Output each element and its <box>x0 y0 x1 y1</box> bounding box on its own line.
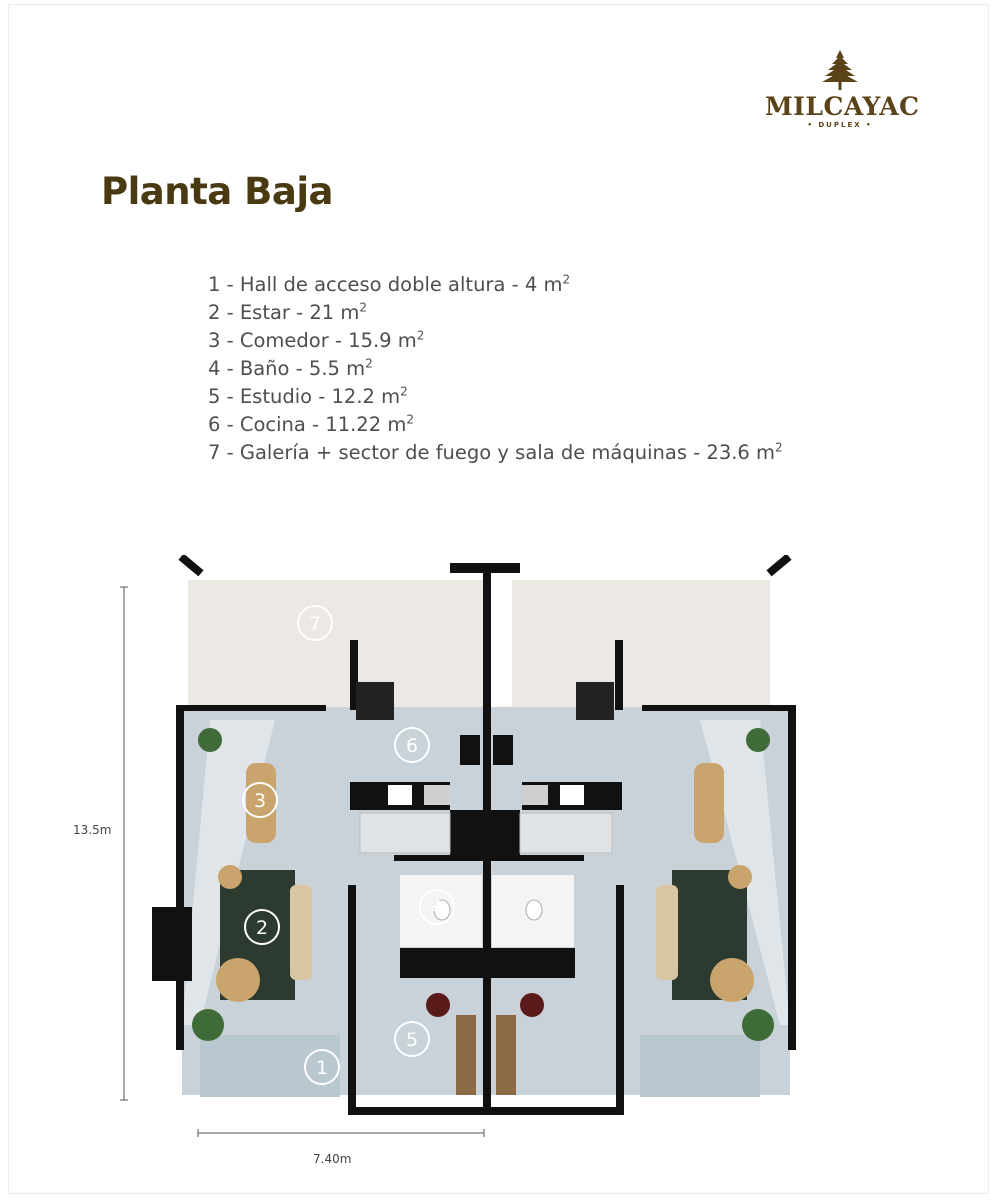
room-name: Comedor <box>239 329 329 352</box>
room-legend-item: 2 - Estar - 21 $m^2$ <box>208 300 368 324</box>
brand-subtitle: • DUPLEX • <box>807 121 873 129</box>
room-name: Baño <box>239 357 290 380</box>
room-number: 7 <box>208 441 221 464</box>
room-area: 5.5 m <box>308 357 366 380</box>
room-marker-number: 4 <box>430 897 444 919</box>
area-unit-exponent: 2 <box>562 272 571 287</box>
room-name: Estudio <box>239 385 313 408</box>
terrace-right <box>512 580 770 720</box>
room-name: Hall de acceso doble altura <box>239 273 506 296</box>
room-area: 4 m <box>524 273 563 296</box>
room-marker-number: 1 <box>315 1057 329 1079</box>
area-unit-exponent: 2 <box>406 412 414 427</box>
area-unit-exponent: 2 <box>416 328 425 343</box>
room-legend-item: 4 - Baño - 5.5 $m^2$ <box>208 356 373 380</box>
room-area: 11.22 m <box>325 413 407 436</box>
room-area: 21 m <box>309 301 360 324</box>
room-legend-item: 7 - Galería + sector de fuego y sala de máquinas - 23.6 $m^2$ <box>208 440 783 464</box>
floor-plan <box>60 555 940 1175</box>
room-area: 15.9 m <box>348 329 417 352</box>
room-marker-number: 5 <box>405 1029 419 1051</box>
room-area: 12.2 m <box>331 385 401 408</box>
room-name: Cocina <box>239 413 306 436</box>
room-legend <box>208 271 783 467</box>
dimension-width-label: 7.40m <box>313 1152 352 1166</box>
area-unit-exponent: 2 <box>365 356 373 371</box>
room-number: 4 <box>208 357 221 380</box>
room-area: 23.6 m <box>706 441 776 464</box>
room-legend-item: 6 - Cocina - 11.22 $m^2$ <box>208 412 414 436</box>
palm-tree-icon <box>817 48 863 92</box>
room-marker-number: 3 <box>253 790 267 812</box>
area-unit-exponent: 2 <box>775 440 783 455</box>
room-number: 2 <box>208 301 221 324</box>
page-title: Planta Baja <box>101 170 333 213</box>
room-marker-number: 6 <box>405 735 419 757</box>
room-legend-item: 5 - Estudio - 12.2 $m^2$ <box>208 384 408 408</box>
room-legend-item: 3 - Comedor - 15.9 $m^2$ <box>208 328 425 352</box>
room-number: 1 <box>208 273 221 296</box>
brand-name: MILCAYAC <box>765 92 920 121</box>
room-number: 3 <box>208 329 221 352</box>
room-marker-number: 7 <box>308 613 322 635</box>
room-legend-item: 1 - Hall de acceso doble altura - 4 $m^2$ <box>208 272 571 296</box>
room-number: 5 <box>208 385 221 408</box>
dimension-height-label: 13.5m <box>73 823 112 837</box>
brand-logo <box>765 48 920 138</box>
terrace-left <box>188 580 488 720</box>
room-name: Estar <box>239 301 290 324</box>
room-name: Galería + sector de fuego y sala de máquinas <box>239 441 687 464</box>
room-number: 6 <box>208 413 221 436</box>
area-unit-exponent: 2 <box>400 384 408 399</box>
area-unit-exponent: 2 <box>359 300 368 315</box>
room-marker-number: 2 <box>255 917 269 939</box>
entry-path-right <box>640 1035 760 1097</box>
